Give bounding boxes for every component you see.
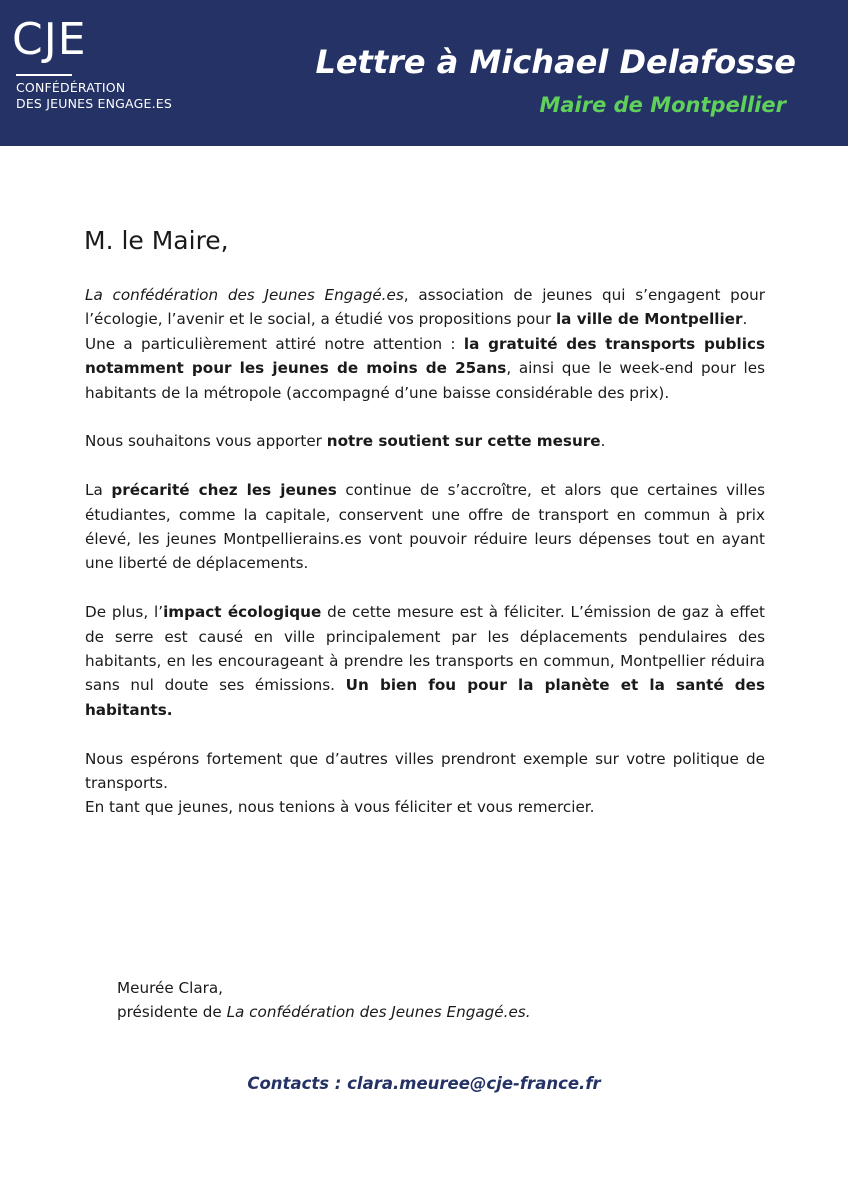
contact-line: Contacts : clara.meuree@cje-france.fr xyxy=(247,1074,601,1093)
planet-highlight: Un bien fou pour la planète et la santé des habitants. xyxy=(85,676,765,719)
signature-block xyxy=(117,976,531,1025)
signatory-org: La confédération des Jeunes Engagé.es. xyxy=(226,1003,531,1022)
support-highlight: notre soutient sur cette mesure xyxy=(326,432,601,451)
org-name: La confédération des Jeunes Engagé.es xyxy=(85,286,404,304)
salutation: M. le Maire, xyxy=(84,226,229,255)
paragraph-intro: La confédération des Jeunes Engagé.es, association de jeunes qui s’engagent pour l’écologie, l’avenir et le social, a étudié vos propositions pour la ville de Montpellier. xyxy=(85,286,765,329)
paragraph-proposal: Une a particulièrement attiré notre attention : la gratuité des transports publics notamment pour les jeunes de moins de 25ans, ainsi que le week-end pour les habitants de la métropole (accompagné d’une baisse considérable des prix). xyxy=(85,334,766,402)
ecology-highlight: impact écologique xyxy=(163,603,322,622)
logo-divider xyxy=(16,74,72,76)
paragraph-ecology: De plus, l’impact écologique de cette mesure est à féliciter. L’émission de gaz à effet de serre est causé en ville principalement par les déplacements pendulaires des habitants, en les encourageant à prendre les transports en commun, Montpellier réduira sans nul doute ses émissions. Un bien fou pour la planète et la santé des habitants. xyxy=(85,603,766,719)
paragraph-support: Nous souhaitons vous apporter notre soutient sur cette mesure. xyxy=(85,432,606,451)
cje-logo xyxy=(12,16,172,112)
paragraph-closing: Nous espérons fortement que d’autres villes prendront exemple sur votre politique de transports. xyxy=(85,749,765,793)
paragraph-precarity: La précarité chez les jeunes continue de s’accroître, et alors que certaines villes étudiantes, comme la capitale, conservent une offre de transport en commun à prix élevé, les jeunes Montpellierains.es vont pouvoir réduire leurs dépenses tout en ayant une liberté de déplacements. xyxy=(85,481,765,573)
page-subtitle: Maire de Montpellier xyxy=(539,93,786,117)
page-title: Lettre à Michael Delafosse xyxy=(315,43,796,81)
logo-line-2: DES JEUNES ENGAGE.ES xyxy=(16,96,172,111)
signatory-name: Meurée Clara, xyxy=(117,979,224,997)
letter-body xyxy=(85,283,765,820)
paragraph-thanks: En tant que jeunes, nous tenions à vous féliciter et vous remercier. xyxy=(85,798,595,817)
proposal-highlight: la gratuité des transports publics notamment pour les jeunes de moins de 25ans xyxy=(85,334,765,378)
signatory-role: présidente de La confédération des Jeunes Engagé.es. xyxy=(117,1003,531,1022)
letter-header xyxy=(0,0,848,146)
precarity-highlight: précarité chez les jeunes xyxy=(111,481,337,500)
logo-mark: CJE xyxy=(12,14,87,65)
logo-line-1: CONFÉDÉRATION xyxy=(16,80,126,95)
city-name: la ville de Montpellier xyxy=(555,310,743,329)
